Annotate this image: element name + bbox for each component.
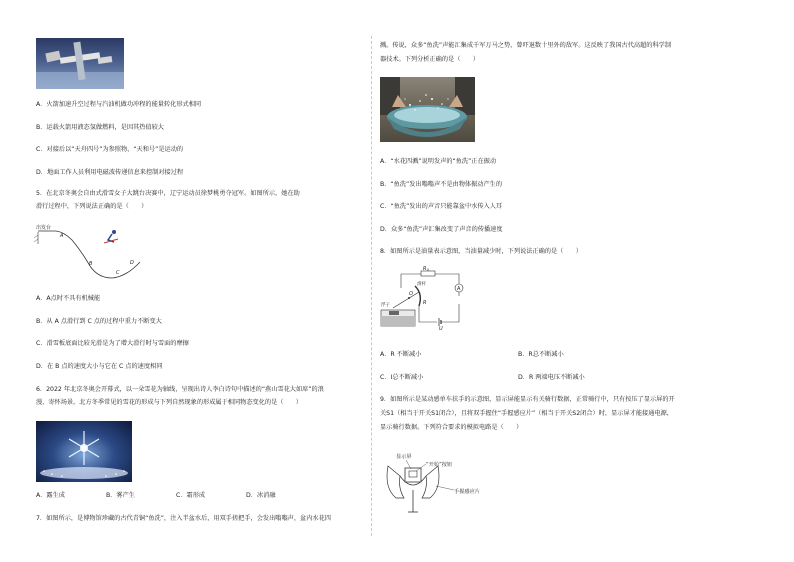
- bike-handlebar-figure: [378, 450, 488, 516]
- lever-label: 滑杆: [417, 282, 426, 287]
- q4-option-d: D．地面工作人员利用电磁波传递信息来控制对接过程: [36, 169, 184, 176]
- q8-option-b: B．R总不断减小: [518, 351, 564, 358]
- q7-option-d: D．众多“鱼洗”声汇集改变了声音的传播速度: [380, 226, 503, 233]
- r0-subscript: 0: [427, 268, 430, 272]
- q5-stem-line1: 5．在北京冬奥会自由式滑雪女子大跳台决赛中，辽宁运动员徐梦桃勇夺冠军。如图所示，她在助: [36, 190, 300, 197]
- q6-stem-line2: 漫、寄怀场景。北方冬季常见的雪花的形成与下列自然现象的形成属于相同物态变化的是（ ）: [36, 399, 303, 406]
- q4-option-b: B．运载火箭用液态氢做燃料，是因其热值较大: [36, 124, 164, 131]
- q8-stem: 8．如图所示是油量表示意图，当油量减少时，下列说法正确的是（ ）: [380, 248, 582, 255]
- ammeter-a-label: A: [457, 286, 461, 292]
- q8-option-a: A．R 不断减小: [380, 351, 422, 358]
- q4-option-c: C．对接后以“天舟四号”为参照物，“天和号”是运动的: [36, 146, 184, 153]
- snowflake-ceremony-photo: [36, 421, 132, 482]
- ski-jump-figure: [34, 222, 146, 284]
- float-label: 浮子: [381, 303, 390, 308]
- q6-option-a: A．露生成: [36, 492, 65, 499]
- q5-option-a: A．A点时不具有机械能: [36, 295, 101, 302]
- screen-label: 显示屏: [396, 454, 412, 460]
- q9-stem-line2: 关S1（相当于开关S1闭合），且将双手握住“手握感应片”（相当于开关S2闭合）时，显示屏才能接通电源，: [380, 410, 673, 417]
- ski-start-label: 出发台: [36, 225, 52, 231]
- q5-option-b: B．从 A 点滑行到 C 点的过程中重力不断变大: [36, 318, 162, 325]
- start-button-label: “开始”按钮: [426, 462, 453, 468]
- ski-point-b-label: B: [89, 261, 93, 267]
- q7-stem-line2: 溅。传说，众多“鱼洗”声能汇集成千军万马之势，曾吓退数十里外的敌军。这反映了我国古代高超的科学制: [380, 42, 672, 49]
- q5-option-d: D．在 B 点的速度大小与它在 C 点的速度相同: [36, 363, 163, 370]
- q7-option-b: B．“鱼洗”发出嗡嗡声不是由物体振动产生的: [380, 181, 503, 188]
- q7-option-c: C．“鱼洗”发出的声音只能靠盆中水传入人耳: [380, 203, 503, 210]
- column-divider: [371, 36, 372, 536]
- q8-option-d: D．R 两端电压不断减小: [518, 374, 585, 381]
- q8-option-c: C．I总不断减小: [380, 374, 424, 381]
- space-station-photo: [36, 38, 124, 89]
- q7-stem-line1: 7．如图所示，是博物馆珍藏的古代青铜“鱼洗”，注入半盆水后，用双手搓把手，会发出嗡嗡声，盆内水花四: [36, 515, 331, 522]
- ski-point-a-label: A: [60, 233, 64, 239]
- q6-stem-line1: 6．2022 年北京冬奥会开幕式，以一朵雪花为轴线，呈现出诗人李白诗句中描述的“燕山雪花大如席”的浪: [36, 386, 324, 393]
- q7-stem-line3: 器技术。下列分析正确的是（ ）: [380, 56, 479, 63]
- q6-option-c: C．霜形成: [176, 492, 206, 499]
- q5-option-c: C．滑雪板底面比较光滑是为了增大滑行时与雪面的摩擦: [36, 340, 189, 347]
- q6-option-b: B．雾产生: [106, 492, 135, 499]
- q5-stem-line2: 滑行过程中，下列说法正确的是（ ）: [36, 203, 148, 210]
- bronze-basin-photo: [380, 77, 475, 142]
- voltage-u-label: U: [439, 326, 443, 330]
- r0-label: R: [423, 266, 427, 272]
- pivot-o-label: O: [409, 291, 413, 297]
- q6-option-d: D．冰消融: [246, 492, 276, 499]
- hand-sensor-label: 手握感应片: [454, 489, 480, 495]
- q4-option-a: A．火箭加速升空过程与汽油机做功冲程的能量转化形式相同: [36, 101, 202, 108]
- r-label: R: [423, 300, 427, 306]
- q9-stem-line1: 9．如图所示是某动感单车扶手的示意图，显示屏能显示有关骑行数据，正常骑行中，只有按压了显示屏的开: [380, 396, 675, 403]
- oil-gauge-circuit: [379, 266, 471, 330]
- ski-point-c-label: C: [116, 270, 120, 276]
- q9-stem-line3: 显示骑行数据。下列符合要求的模拟电路是（ ）: [380, 424, 523, 431]
- ski-point-d-label: D: [130, 260, 134, 266]
- q7-option-a: A．“水花四溅”说明发声的“鱼洗”正在振动: [380, 158, 497, 165]
